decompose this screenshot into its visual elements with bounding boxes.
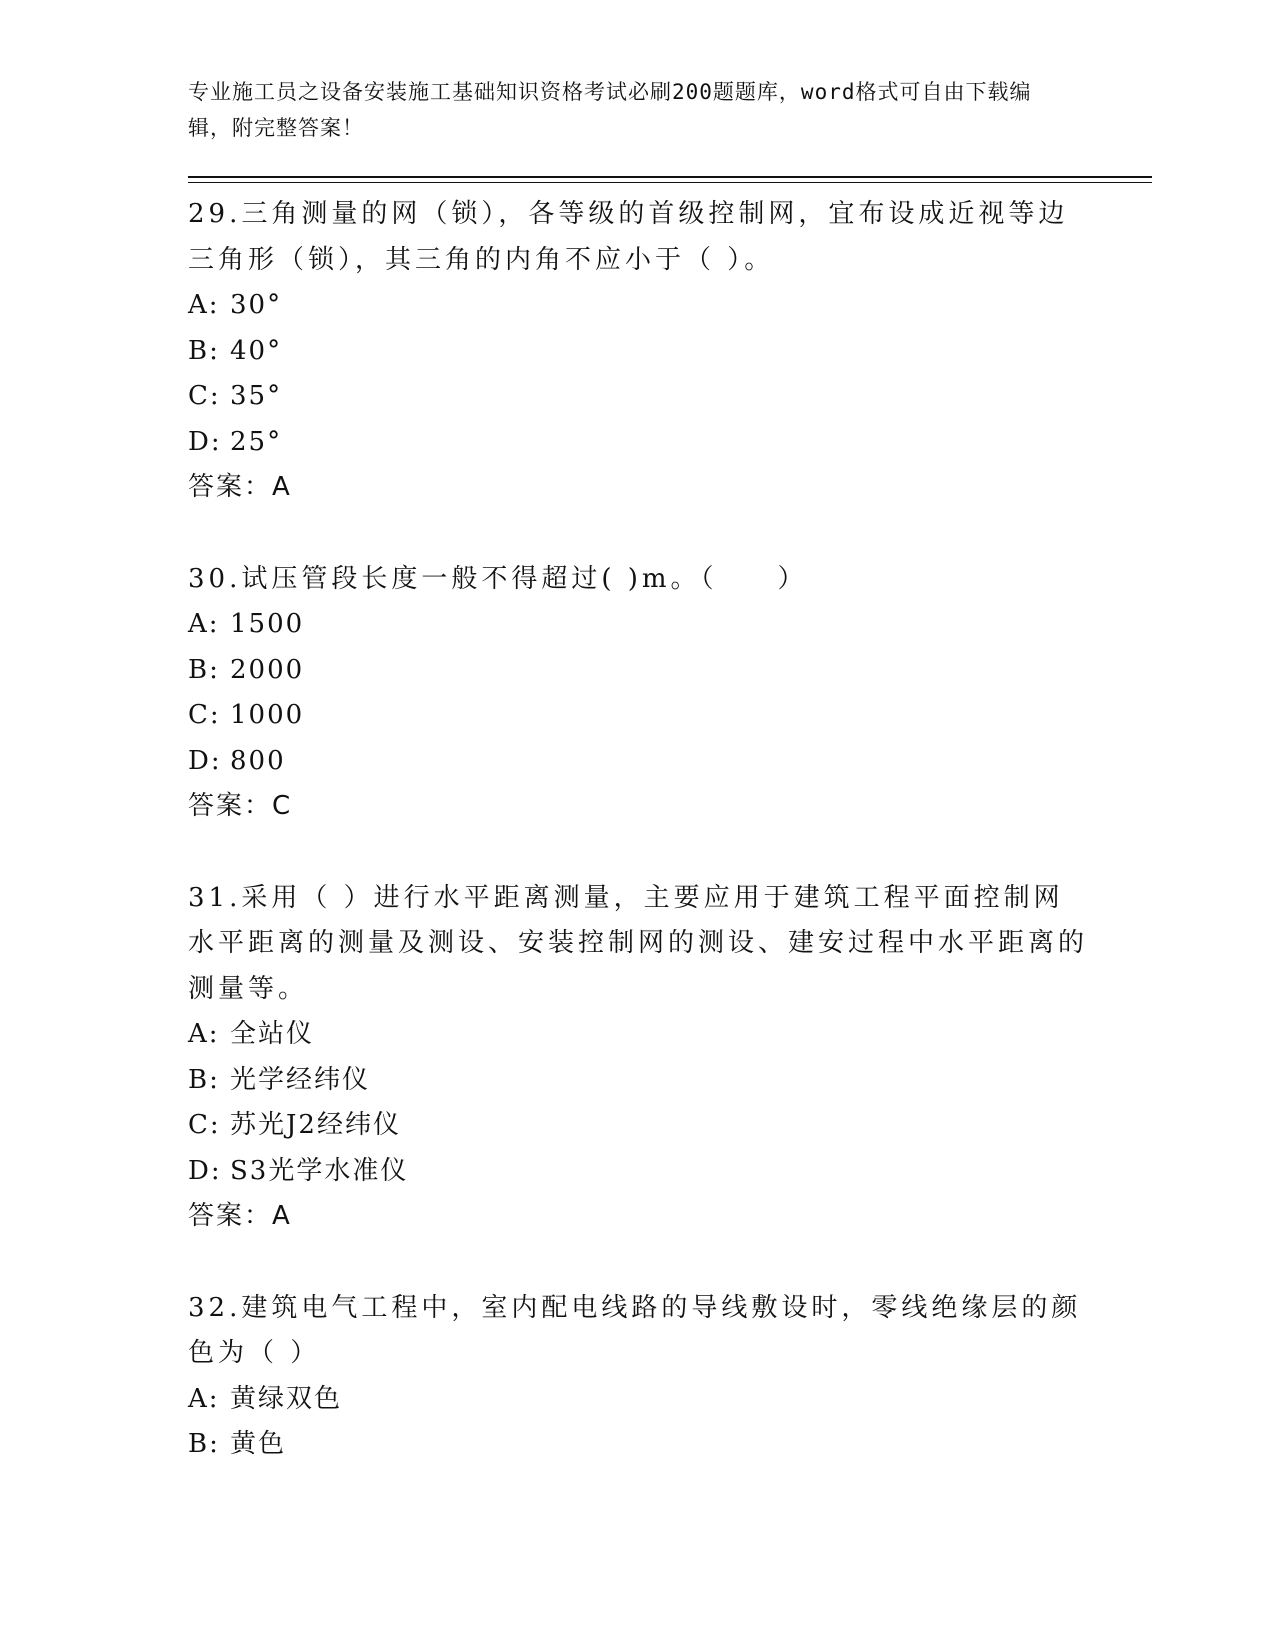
question-29 — [188, 192, 1088, 511]
option-a — [188, 1377, 1088, 1423]
question-stem: 30.试压管段长度一般不得超过( )m。（ ） — [188, 563, 808, 594]
option-a — [188, 1012, 1088, 1058]
answer-line: 答案：A — [188, 1201, 292, 1231]
option-text: 25° — [230, 426, 283, 457]
question-list — [188, 192, 1088, 1514]
question-31 — [188, 876, 1088, 1240]
question-stem: 31.采用（ ）进行水平距离测量，主要应用于建筑工程平面控制网水平距离的测量及测设、安装控制网的测设、建安过程中水平距离的测量等。 — [188, 882, 1089, 1004]
option-letter: C: — [188, 700, 221, 730]
option-text: 30° — [230, 290, 283, 320]
option-c — [188, 693, 1088, 739]
header-divider-thick — [188, 176, 1152, 178]
option-text: 40° — [230, 335, 283, 366]
option-d — [188, 739, 1088, 785]
option-c — [188, 374, 1088, 420]
answer-line: 答案：C — [188, 791, 293, 821]
option-text: S3光学水准仪 — [230, 1155, 409, 1186]
option-letter: A: — [188, 1383, 220, 1414]
option-letter: D: — [188, 1155, 222, 1186]
question-32 — [188, 1286, 1088, 1468]
option-b — [188, 648, 1088, 694]
document-header: 专业施工员之设备安装施工基础知识资格考试必刷200题题库，word格式可自由下载编辑，附完整答案！ — [188, 80, 1032, 140]
option-text: 黄色 — [230, 1429, 287, 1459]
header-divider-thin — [188, 182, 1152, 183]
option-text: 光学经纬仪 — [230, 1064, 371, 1095]
option-b — [188, 1058, 1088, 1104]
option-letter: C: — [188, 1110, 221, 1140]
question-stem: 29.三角测量的网（锁），各等级的首级控制网，宜布设成近视等边三角形（锁），其三角的内角不应小于（ ）。 — [188, 199, 1069, 275]
option-text: 黄绿双色 — [230, 1383, 343, 1414]
option-letter: D: — [188, 426, 222, 457]
option-text: 1000 — [230, 700, 305, 730]
option-b — [188, 1422, 1088, 1468]
option-letter: D: — [188, 745, 222, 776]
question-stem: 32.建筑电气工程中，室内配电线路的导线敷设时，零线绝缘层的颜色为（ ） — [188, 1292, 1082, 1368]
option-d — [188, 1149, 1088, 1195]
option-letter: B: — [188, 1064, 220, 1095]
option-letter: B: — [188, 1429, 220, 1459]
option-text: 2000 — [230, 654, 305, 685]
option-letter: B: — [188, 654, 220, 685]
option-text: 800 — [230, 745, 286, 776]
option-text: 全站仪 — [230, 1019, 315, 1049]
option-c — [188, 1103, 1088, 1149]
option-letter: A: — [188, 1019, 220, 1049]
option-letter: C: — [188, 381, 221, 411]
question-30 — [188, 557, 1088, 830]
option-d — [188, 420, 1088, 466]
option-text: 1500 — [230, 609, 305, 639]
answer-line: 答案：A — [188, 472, 292, 502]
option-b — [188, 329, 1088, 375]
option-a — [188, 283, 1088, 329]
option-letter: B: — [188, 335, 220, 366]
option-text: 苏光J2经纬仪 — [230, 1110, 401, 1140]
option-letter: A: — [188, 609, 220, 639]
option-letter: A: — [188, 290, 220, 320]
option-a — [188, 602, 1088, 648]
option-text: 35° — [230, 381, 283, 411]
